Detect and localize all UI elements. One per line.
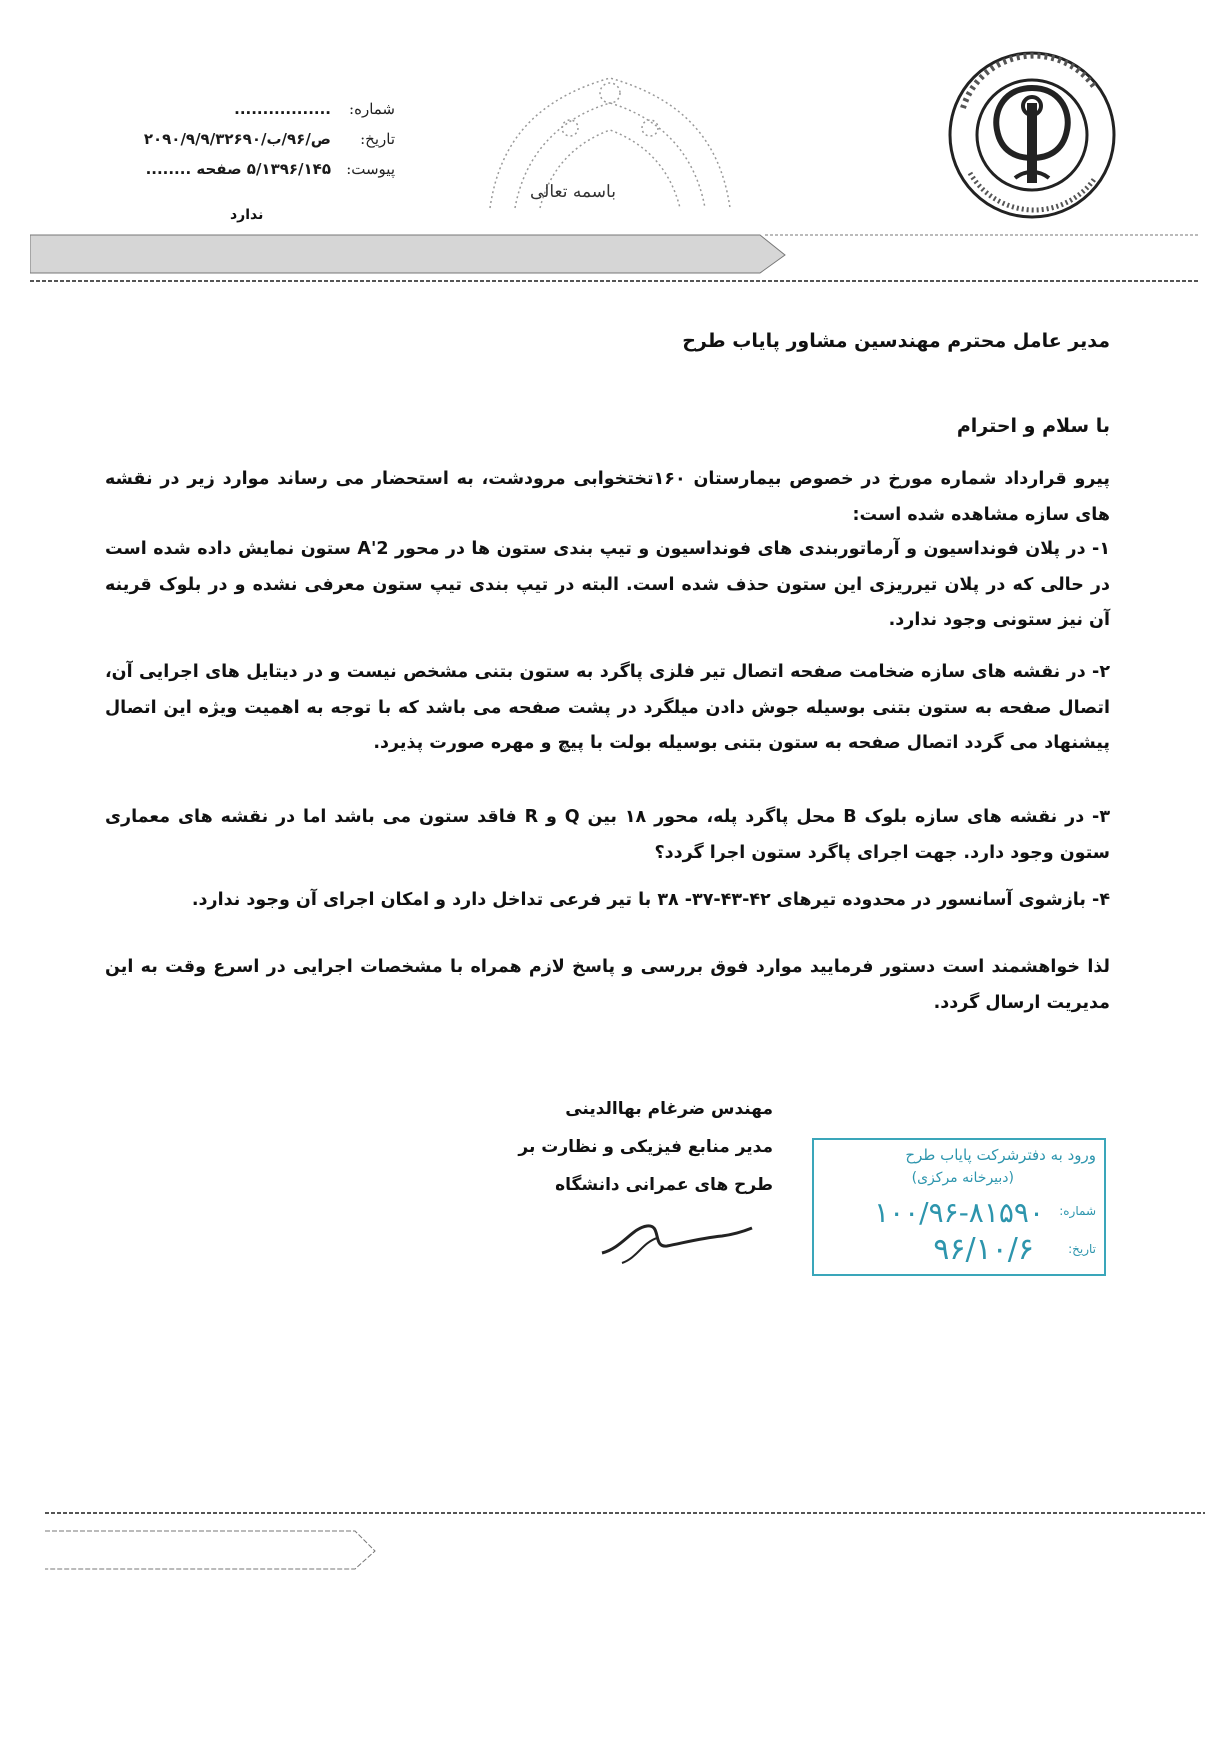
attachment-value: ۵/۱۳۹۶/۱۴۵ صفحه ........ (145, 160, 331, 178)
date-row (105, 130, 395, 160)
intro-paragraph: پیرو قرارداد شماره مورخ در خصوص بیمارستان ۱۶۰تختخوابی مرودشت، به استحضار می رساند موارد زیر در نقشه های سازه مشاهده شده است: (105, 469, 1110, 525)
signatory-name: مهندس ضرغام بهاالدینی (565, 1099, 773, 1119)
date-label: تاریخ: (360, 130, 395, 148)
signature-block (518, 1090, 773, 1204)
signatory-title-line2: طرح های عمرانی دانشگاه (555, 1175, 773, 1195)
stamp-subtitle: (دبیرخانه مرکزی) (911, 1170, 1014, 1186)
stamp-number-value: ۱۰۰/۹۶-۸۱۵۹۰ (874, 1196, 1044, 1229)
handwritten-signature-icon (592, 1208, 762, 1268)
item-4: ۴- بازشوی آسانسور در محدوده تیرهای ۴۲-۴۳-۳۷- ۳۸ با تیر فرعی تداخل دارد و امکان اجرای آن وجود ندارد. (191, 890, 1110, 910)
letter-metadata (105, 100, 395, 190)
greeting: با سلام و احترام (956, 415, 1110, 437)
attachment-row (105, 160, 395, 190)
university-emblem-icon (945, 48, 1120, 223)
basmala: باسمه تعالی (530, 182, 616, 202)
footer-band (45, 1505, 1205, 1575)
number-label: شماره: (349, 100, 395, 118)
number-value: ................. (234, 100, 331, 118)
item-2: ۲- در نقشه های سازه ضخامت صفحه اتصال تیر فلزی پاگرد به ستون بتنی مشخص نیست و در دیتایل های اجرایی آن، اتصال صفحه به ستون بتنی بوسیله جوش دادن میلگرد در پشت صفحه می باشد که با توجه به اهمیت ویژه این اتصال پیشنهاد می گردد اتصال صفحه به ستون بتنی بوسیله بولت با پیچ و مهره صورت پذیرد. (105, 662, 1110, 753)
item-1: ۱- در پلان فونداسیون و آرماتوربندی های فونداسیون و تیپ بندی ستون ها در محور A'2 ستون نمایش داده شده است در حالی که در پلان تیرریزی این ستون حذف شده است. البته در تیپ بندی تیپ ستون معرفی نشده و در بلوک قرینه آن نیز ستونی وجود ندارد. (105, 539, 1110, 630)
stamp-title: ورود به دفترشرکت پایاب طرح (905, 1146, 1096, 1164)
stamp-number-label: شماره: (1059, 1204, 1096, 1218)
receipt-stamp (812, 1138, 1106, 1276)
header-band (30, 225, 1200, 293)
stamp-date-value: ۹۶/۱۰/۶ (933, 1232, 1034, 1267)
ornament-icon (470, 58, 750, 228)
closing-paragraph: لذا خواهشمند است دستور فرمایید موارد فوق بررسی و پاسخ لازم همراه با مشخصات اجرایی در اسرع وقت به این مدیریت ارسال گردد. (105, 957, 1110, 1013)
date-value: ص/۹۶/ب/۲۰۹۰/۹/۹/۳۲۶۹۰ (143, 130, 331, 148)
signatory-title-line1: مدیر منابع فیزیکی و نظارت بر (518, 1137, 773, 1157)
stamp-date-label: تاریخ: (1068, 1242, 1096, 1256)
item-3: ۳- در نقشه های سازه بلوک B محل پاگرد پله، محور ۱۸ بین Q و R فاقد ستون می باشد اما در نقشه های معماری ستون وجود دارد. جهت اجرای پاگرد ستون اجرا گردد؟ (105, 807, 1110, 863)
number-row (105, 100, 395, 130)
attachment-extra: ندارد (230, 207, 264, 223)
attachment-label: پیوست: (346, 160, 395, 178)
recipient: مدیر عامل محترم مهندسین مشاور پایاب طرح (682, 330, 1110, 352)
